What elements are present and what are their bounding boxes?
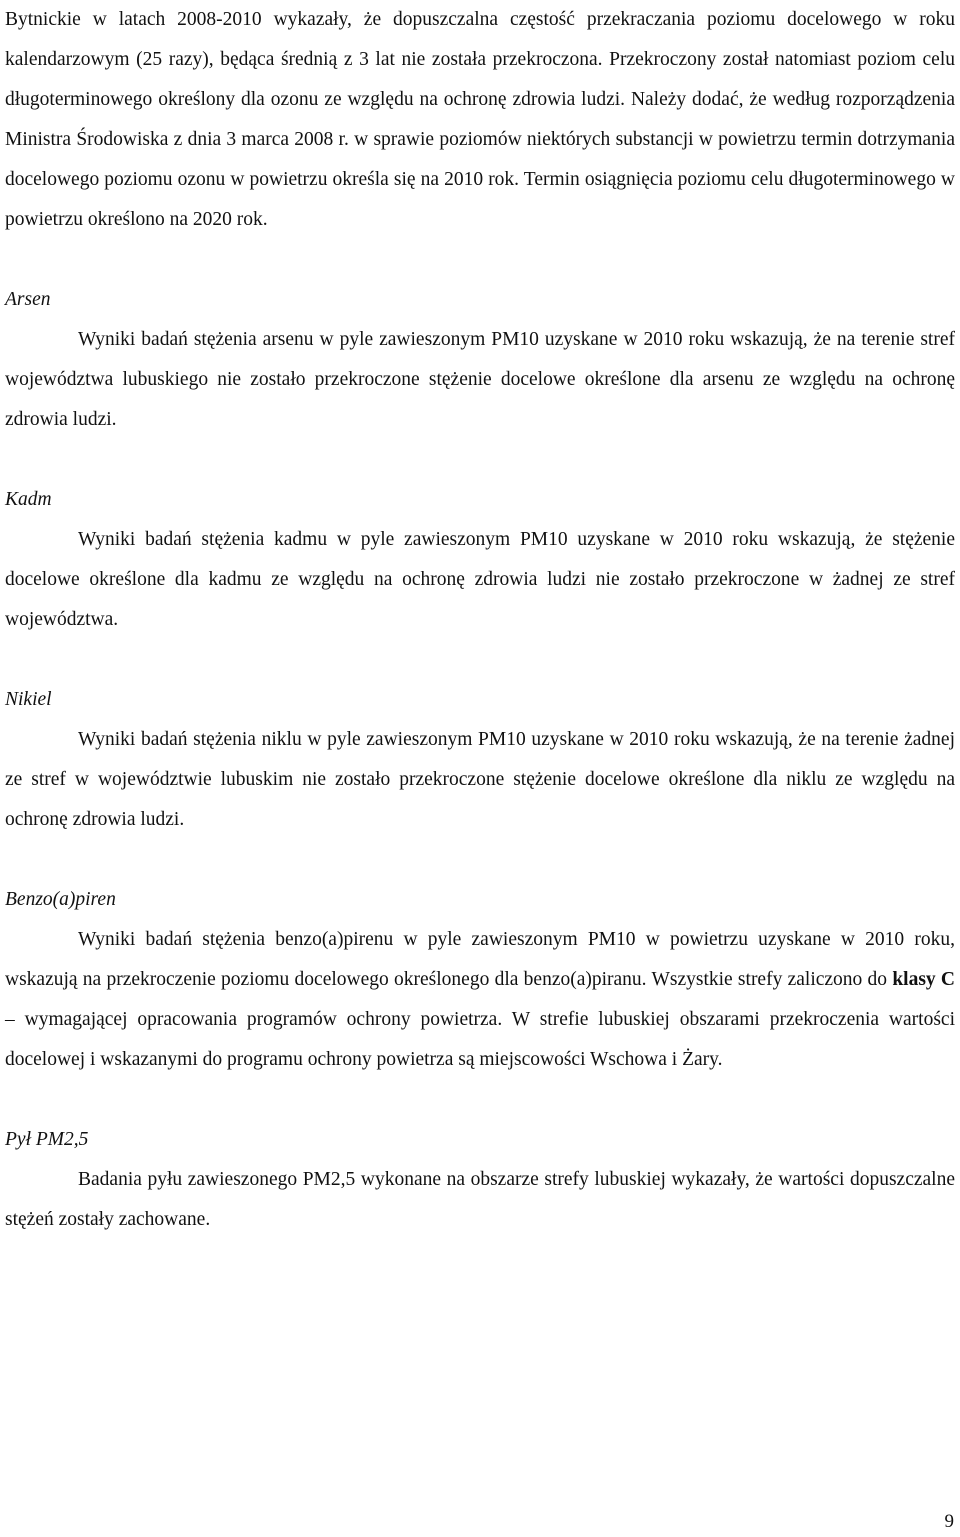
section-text-pm25: Badania pyłu zawieszonego PM2,5 wykonane na obszarze strefy lubuskiej wykazały, że wartości dopuszczalne stężeń zostały zachowane. [5, 1169, 955, 1230]
section-heading-kadm: Kadm [5, 489, 52, 510]
benzo-class-bold: klasy C [892, 969, 955, 990]
intro-paragraph: Bytnickie w latach 2008-2010 wykazały, że dopuszczalna częstość przekraczania poziomu docelowego w roku kalendarzowym (25 razy), będąca średnią z 3 lat nie została przekroczona. Przekroczony został natomiast poziom celu długoterminowego określony dla ozonu ze względu na ochronę zdrowia ludzi. Należy dodać, że według rozporządzenia Ministra Środowiska z dnia 3 marca 2008 r. w sprawie poziomów niektórych substancji w powietrzu termin dotrzymania docelowego poziomu ozonu w powietrzu określa się na 2010 rok. Termin osiągnięcia poziomu celu długoterminowego w powietrzu określono na 2020 rok. [5, 9, 955, 230]
section-text-nikiel: Wyniki badań stężenia niklu w pyle zawieszonym PM10 uzyskane w 2010 roku wskazują, że na terenie żadnej ze stref w województwie lubuskim nie zostało przekroczone stężenie docelowe określone dla niklu ze względu na ochronę zdrowia ludzi. [5, 729, 955, 830]
section-heading-arsen: Arsen [5, 289, 51, 310]
document-page [5, 0, 955, 1240]
benzo-text-part-1: Wyniki badań stężenia benzo(a)pirenu w pyle zawieszonym PM10 w powietrzu uzyskane w 2010 roku, wskazują na przekroczenie poziomu docelowego określonego dla benzo(a)piranu. Wszystkie strefy zaliczono do [5, 929, 955, 990]
spacer [5, 1080, 955, 1120]
spacer [5, 840, 955, 880]
section-text-kadm: Wyniki badań stężenia kadmu w pyle zawieszonym PM10 uzyskane w 2010 roku wskazują, że stężenie docelowe określone dla kadmu ze względu na ochronę zdrowia ludzi nie zostało przekroczone w żadnej ze stref województwa. [5, 529, 955, 630]
section-text-arsen: Wyniki badań stężenia arsenu w pyle zawieszonym PM10 uzyskane w 2010 roku wskazują, że na terenie stref województwa lubuskiego nie zostało przekroczone stężenie docelowe określone dla arsenu ze względu na ochronę zdrowia ludzi. [5, 329, 955, 430]
section-heading-pm25: Pył PM2,5 [5, 1129, 89, 1150]
page-number: 9 [944, 1511, 954, 1532]
benzo-text-part-2: – wymagającej opracowania programów ochrony powietrza. W strefie lubuskiej obszarami przekroczenia wartości docelowej i wskazanymi do programu ochrony powietrza są miejscowości Wschowa i Żary. [5, 1009, 955, 1070]
section-text-benzo [5, 920, 955, 1080]
section-heading-nikiel: Nikiel [5, 689, 52, 710]
spacer [5, 640, 955, 680]
spacer [5, 440, 955, 480]
section-heading-benzo: Benzo(a)piren [5, 889, 116, 910]
spacer [5, 240, 955, 280]
